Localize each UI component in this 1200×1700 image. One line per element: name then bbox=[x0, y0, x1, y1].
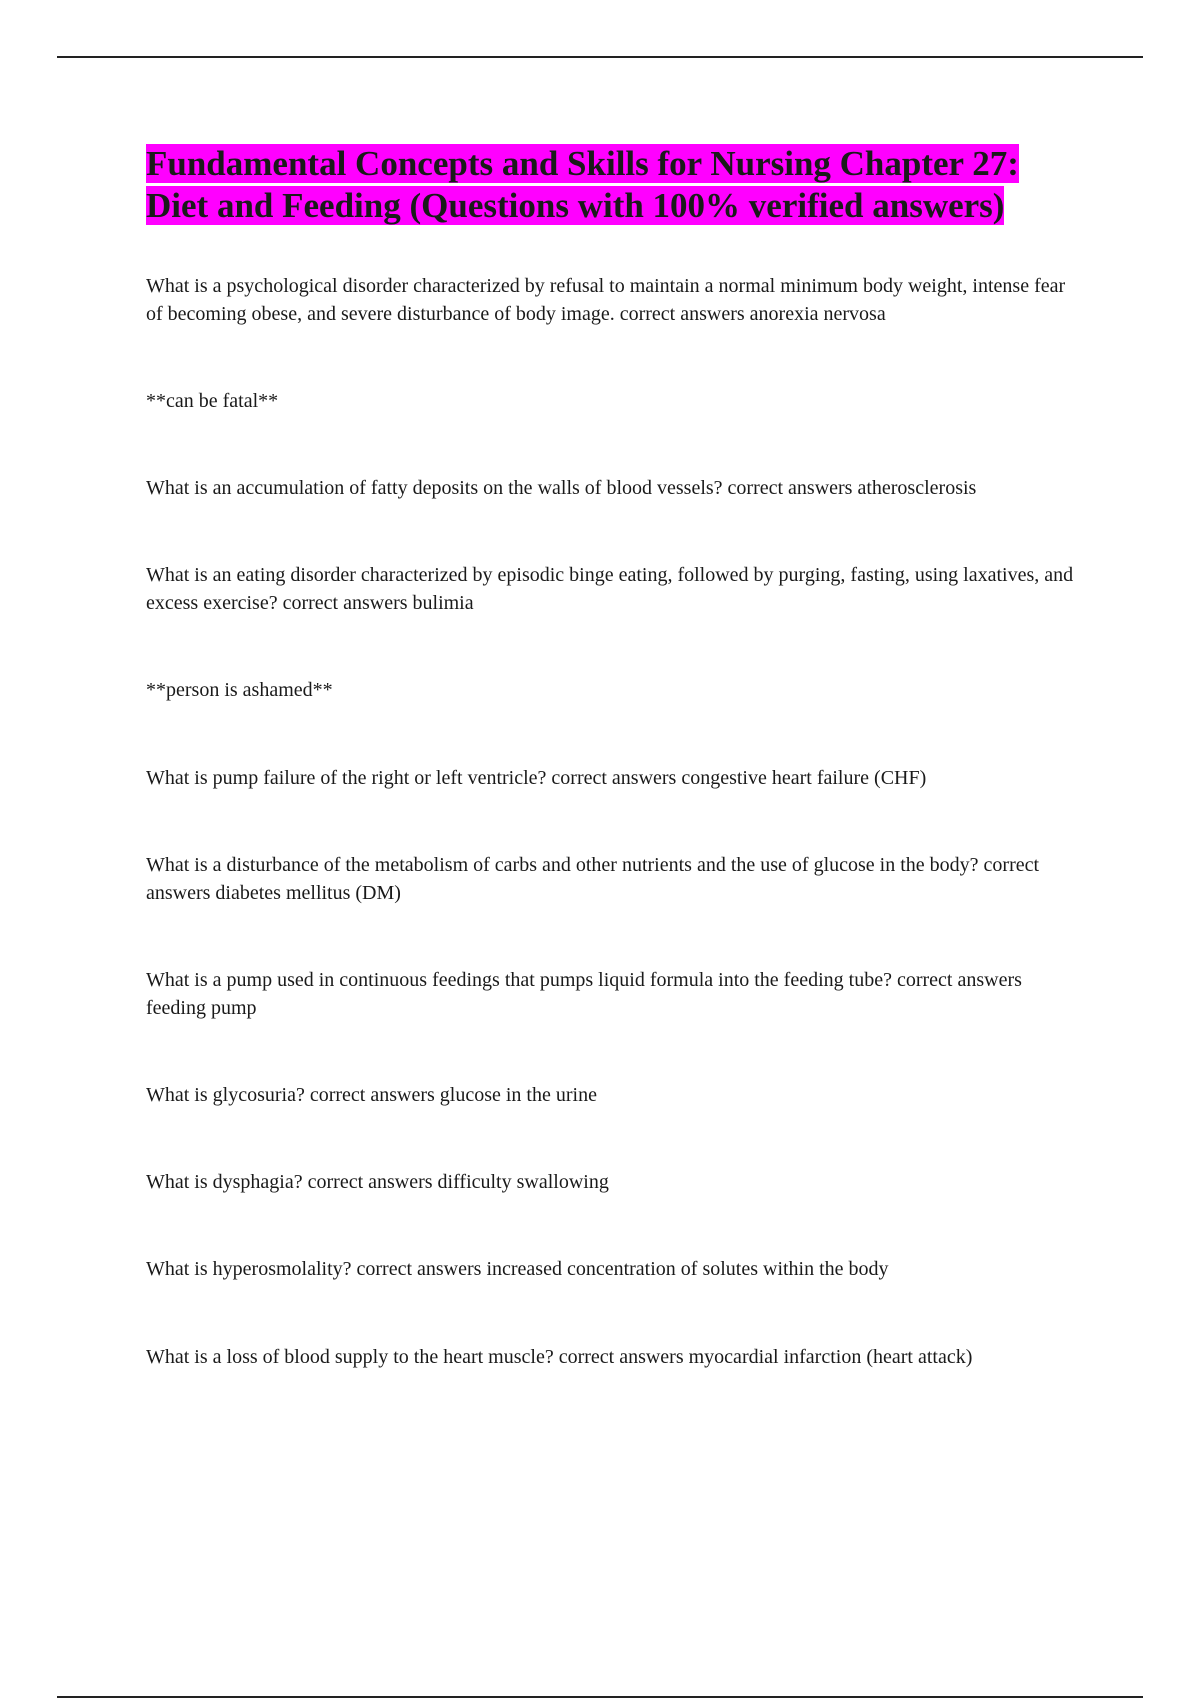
question-answer-paragraph: What is dysphagia? correct answers difficulty swallowing bbox=[146, 1171, 609, 1193]
title-highlight: Fundamental Concepts and Skills for Nursing Chapter 27: Diet and Feeding (Questions with 100% verified answers) bbox=[146, 144, 1019, 225]
question-answer-paragraph: What is an accumulation of fatty deposits on the walls of blood vessels? correct answers atherosclerosis bbox=[146, 477, 977, 499]
note-paragraph: **can be fatal** bbox=[146, 390, 279, 412]
question-answer-paragraph: What is a disturbance of the metabolism of carbs and other nutrients and the use of glucose in the body? correct answers diabetes mellitus (DM) bbox=[146, 854, 1040, 904]
question-answer-paragraph: What is hyperosmolality? correct answers increased concentration of solutes within the body bbox=[146, 1258, 889, 1280]
question-answer-paragraph: What is a pump used in continuous feedings that pumps liquid formula into the feeding tube? correct answers feeding pump bbox=[146, 969, 1022, 1019]
question-answer-paragraph: What is pump failure of the right or left ventricle? correct answers congestive heart failure (CHF) bbox=[146, 767, 927, 789]
question-answer-paragraph: What is a loss of blood supply to the heart muscle? correct answers myocardial infarction (heart attack) bbox=[146, 1346, 973, 1368]
question-answer-paragraph: What is glycosuria? correct answers glucose in the urine bbox=[146, 1084, 597, 1106]
document-title bbox=[146, 143, 1086, 227]
question-answer-paragraph: What is a psychological disorder characterized by refusal to maintain a normal minimum body weight, intense fear of becoming obese, and severe disturbance of body image. correct answers anorexia nervosa bbox=[146, 275, 1066, 325]
note-paragraph: **person is ashamed** bbox=[146, 679, 333, 701]
question-answer-paragraph: What is an eating disorder characterized by episodic binge eating, followed by purging, fasting, using laxatives, and excess exercise? correct answers bulimia bbox=[146, 564, 1074, 614]
bottom-rule bbox=[57, 1696, 1143, 1698]
top-rule bbox=[57, 56, 1143, 58]
